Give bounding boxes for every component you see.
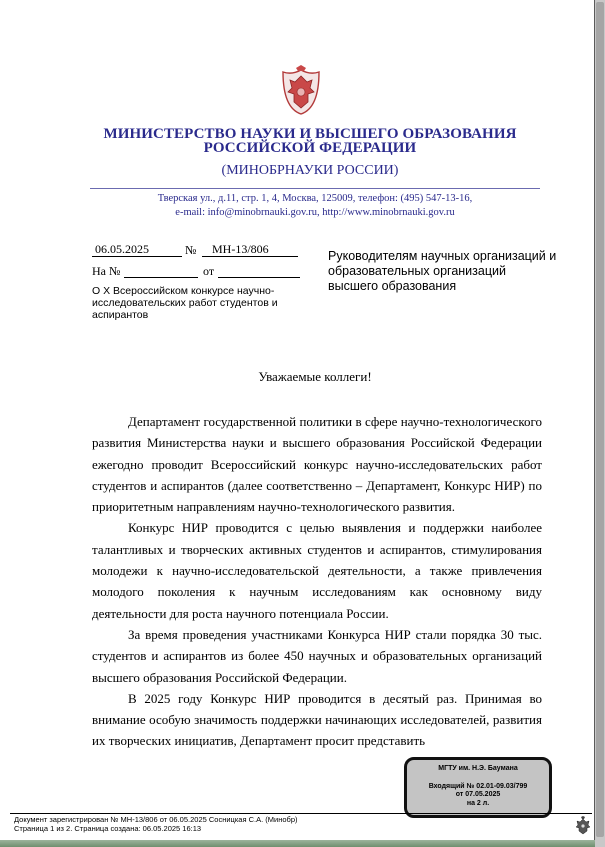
letter-greeting: Уважаемые коллеги! [258, 369, 372, 384]
document-number: МН-13/806 [212, 242, 269, 256]
stamp-incoming-number: Входящий № 02.01-09.03/799 [428, 782, 528, 790]
header-divider [90, 188, 540, 189]
date-underline [92, 256, 182, 257]
body-paragraph: За время проведения участниками Конкурса НИР стали порядка 30 тыс. студентов и аспирантов из более 450 научных и образовательных организаций высшего образования Российской Федерации. [92, 626, 542, 685]
reply-from-label: от [203, 264, 215, 278]
coat-of-arms-emblem [279, 64, 323, 116]
stamp-organization: МГТУ им. Н.Э. Баумана [438, 765, 518, 772]
number-sign: № [185, 243, 197, 257]
stamp-date: от 07.05.2025 [455, 791, 501, 798]
footer-divider [10, 813, 592, 814]
body-paragraph: В 2025 году Конкурс НИР проводится в десятый раз. Принимая во внимание особую значимость поддержки начинающих исследователей, развития их творческих инициатив, Департамент просит представить [92, 690, 542, 749]
incoming-registration-stamp [404, 757, 552, 818]
scrollbar-thumb[interactable] [596, 2, 604, 837]
letter-recipient: Руководителям научных организаций и образовательных организаций высшего образования [328, 249, 557, 293]
ministry-short-name: (МИНОБРНАУКИ РОССИИ) [221, 163, 399, 178]
footer-line2: Страница 1 из 2. Страница создана: 06.05.2025 16:13 [14, 824, 202, 833]
ministry-title-line2: РОССИЙСКОЙ ФЕДЕРАЦИИ [203, 140, 417, 156]
body-paragraph: Департамент государственной политики в сфере научно-технологического развития Министерства науки и высшего образования Российской Федерации ежегодно проводит Всероссийский конкурс научно-исследовательских работ студентов и аспирантов (далее соответственно – Департамент, Конкурс НИР) по приоритетным направлениям научно-технологического развития. [92, 414, 542, 515]
number-underline [202, 256, 298, 257]
footer-line1: Документ зарегистрирован № МН-13/806 от 06.05.2025 Сосницкая С.А. (Минобр) [14, 815, 298, 824]
ministry-title [90, 127, 530, 155]
letter-body [92, 411, 542, 752]
body-paragraph: Конкурс НИР проводится с целью выявления и поддержки наиболее талантливых и творческих активных студентов и аспирантов, стимулирования молодежи к научно-исследовательской деятельности, а также привлечения молодого поколения к научным исследованиям как основному виду деятельности для роста научного потенциала России. [92, 520, 542, 621]
outgoing-date: 06.05.2025 [95, 242, 149, 256]
reply-to-label: На № [92, 264, 121, 278]
stamp-pages: на 2 л. [466, 799, 490, 807]
ministry-address [90, 192, 540, 220]
address-line2: e-mail: info@minobrnauki.gov.ru, http://www.minobrnauki.gov.ru [175, 207, 455, 218]
reply-number-blank [124, 277, 198, 278]
bottom-status-strip [0, 840, 595, 847]
letter-subject: О X Всероссийском конкурсе научно-исследовательских работ студентов и аспирантов [92, 285, 278, 321]
registration-footer [14, 815, 297, 833]
footer-coat-of-arms-icon [575, 816, 591, 835]
reply-date-blank [218, 277, 300, 278]
address-line1: Тверская ул., д.11, стр. 1, 4, Москва, 125009, телефон: (495) 547-13-16, [157, 193, 473, 204]
ministry-title-line1: МИНИСТЕРСТВО НАУКИ И ВЫСШЕГО ОБРАЗОВАНИЯ [103, 126, 517, 142]
